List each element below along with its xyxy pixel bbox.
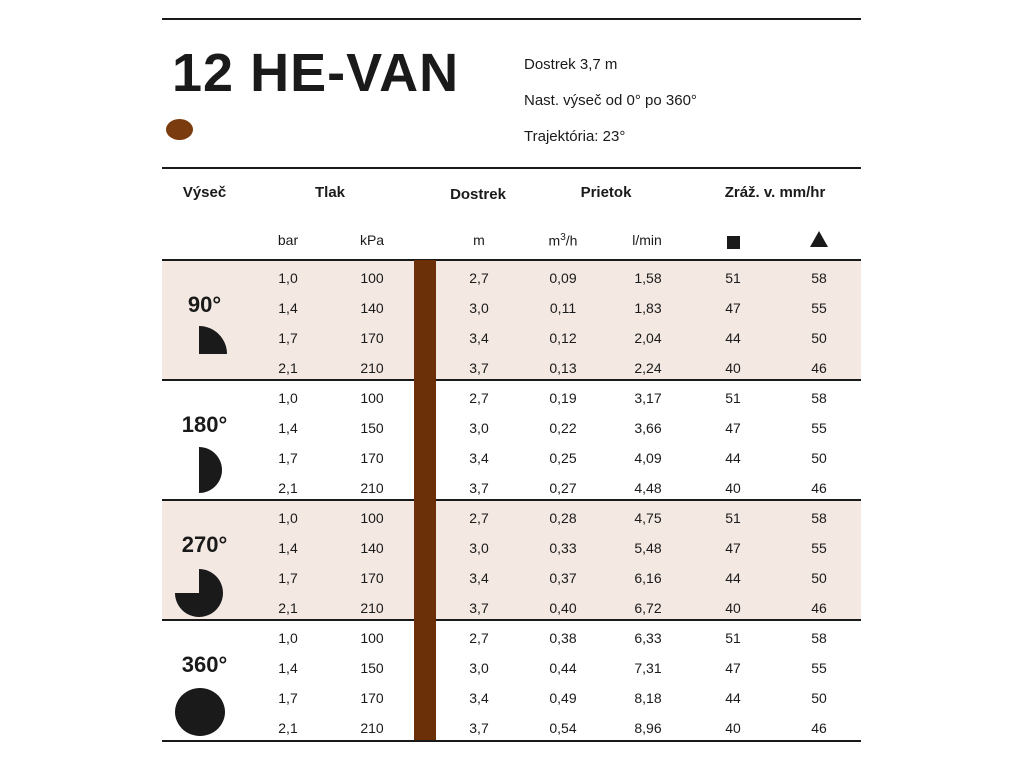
cell-precip-triangle: 46 [811,600,827,616]
cell-radius: 3,4 [469,570,489,586]
cell-precip-square: 44 [725,690,741,706]
cell-flow-lmin: 2,24 [634,360,662,376]
cell-radius: 2,7 [469,630,489,646]
cell-kpa: 170 [360,570,384,586]
cell-kpa: 140 [360,300,384,316]
cell-flow-m3h: 0,25 [549,450,577,466]
cell-radius: 3,7 [469,600,489,616]
cell-radius: 3,0 [469,660,489,676]
cell-precip-square: 51 [725,630,741,646]
cell-bar: 2,1 [278,720,298,736]
spec-arc: Nast. výseč od 0° po 360° [524,92,697,109]
header-radius: Dostrek [450,186,506,203]
group-separator [162,259,861,261]
cell-kpa: 210 [360,360,384,376]
cell-bar: 2,1 [278,360,298,376]
cell-flow-lmin: 7,31 [634,660,662,676]
sector-angle-label: 270° [181,532,228,557]
cell-flow-lmin: 3,66 [634,420,662,436]
cell-precip-triangle: 55 [811,540,827,556]
cell-flow-lmin: 5,48 [634,540,662,556]
sector-angle-label: 180° [181,412,228,437]
cell-flow-m3h: 0,12 [549,330,577,346]
quarter-sector-icon [199,326,227,359]
cell-flow-lmin: 8,96 [634,720,662,736]
cell-bar: 1,4 [278,540,298,556]
cell-kpa: 170 [360,690,384,706]
cell-radius: 2,7 [469,390,489,406]
unit-bar: bar [277,232,299,248]
cell-precip-triangle: 58 [811,510,827,526]
cell-bar: 1,7 [278,330,298,346]
cell-flow-m3h: 0,54 [549,720,577,736]
cell-radius: 3,4 [469,330,489,346]
cell-precip-square: 44 [725,330,741,346]
cell-radius: 2,7 [469,510,489,526]
unit-kpa: kPa [359,232,385,248]
cell-radius: 3,4 [469,450,489,466]
cell-flow-m3h: 0,13 [549,360,577,376]
cell-precip-triangle: 58 [811,630,827,646]
triangle-spacing-icon [810,231,828,247]
unit-m3h-base: m [548,232,561,249]
header-flow: Prietok [580,184,632,201]
cell-precip-square: 40 [725,720,741,736]
product-title: 12 HE-VAN [172,43,460,103]
cell-flow-lmin: 2,04 [634,330,662,346]
top-rule [162,18,861,20]
cell-precip-triangle: 55 [811,420,827,436]
group-separator [162,619,861,621]
cell-bar: 1,7 [278,690,298,706]
cell-precip-triangle: 50 [811,570,827,586]
unit-lmin: l/min [632,232,662,248]
spec-trajectory: Trajektória: 23° [524,128,626,145]
cell-flow-lmin: 6,33 [634,630,662,646]
cell-flow-lmin: 4,09 [634,450,662,466]
cell-bar: 1,0 [278,510,298,526]
cell-kpa: 100 [360,630,384,646]
unit-m3h-sup: 3 [560,232,566,243]
cell-radius: 3,7 [469,360,489,376]
half-sector-icon [199,447,225,498]
cell-radius: 3,7 [469,720,489,736]
cell-flow-m3h: 0,09 [549,270,577,286]
sector-angle-label: 360° [181,652,228,677]
cell-radius: 2,7 [469,270,489,286]
group-separator [162,499,861,501]
cell-flow-lmin: 6,72 [634,600,662,616]
cell-flow-lmin: 8,18 [634,690,662,706]
cell-bar: 1,4 [278,420,298,436]
cell-flow-lmin: 4,75 [634,510,662,526]
header-sector: Výseč [182,184,227,201]
cell-precip-square: 51 [725,390,741,406]
group-separator [162,379,861,381]
cell-bar: 1,4 [278,300,298,316]
cell-precip-triangle: 46 [811,480,827,496]
cell-kpa: 150 [360,660,384,676]
cell-precip-triangle: 58 [811,390,827,406]
cell-flow-m3h: 0,38 [549,630,577,646]
nozzle-color-dot [166,119,193,140]
cell-precip-square: 47 [725,540,741,556]
cell-radius: 3,4 [469,690,489,706]
cell-radius: 3,0 [469,540,489,556]
cell-flow-m3h: 0,19 [549,390,577,406]
cell-radius: 3,0 [469,420,489,436]
cell-precip-triangle: 55 [811,300,827,316]
cell-kpa: 100 [360,510,384,526]
header-precip: Zráž. v. mm/hr [724,184,826,201]
cell-kpa: 150 [360,420,384,436]
cell-precip-triangle: 55 [811,660,827,676]
cell-bar: 1,4 [278,660,298,676]
cell-kpa: 210 [360,480,384,496]
cell-flow-m3h: 0,11 [549,300,577,316]
cell-flow-m3h: 0,40 [549,600,577,616]
cell-flow-lmin: 3,17 [634,390,662,406]
full-sector-icon [175,688,225,741]
cell-flow-lmin: 1,83 [634,300,662,316]
cell-flow-m3h: 0,37 [549,570,577,586]
cell-precip-triangle: 50 [811,690,827,706]
cell-radius: 3,0 [469,300,489,316]
unit-m: m [473,232,485,248]
cell-kpa: 100 [360,390,384,406]
spec-radius: Dostrek 3,7 m [524,56,618,73]
cell-precip-triangle: 46 [811,360,827,376]
cell-precip-square: 40 [725,480,741,496]
cell-precip-square: 44 [725,450,741,466]
header-pressure: Tlak [314,184,345,201]
cell-bar: 1,0 [278,390,298,406]
cell-bar: 1,0 [278,630,298,646]
square-spacing-icon [727,236,740,249]
cell-precip-square: 44 [725,570,741,586]
cell-kpa: 170 [360,450,384,466]
cell-precip-square: 51 [725,270,741,286]
sector-angle-label: 90° [187,292,222,317]
cell-bar: 1,0 [278,270,298,286]
cell-bar: 2,1 [278,480,298,496]
cell-flow-m3h: 0,22 [549,420,577,436]
cell-bar: 1,7 [278,570,298,586]
cell-precip-triangle: 50 [811,450,827,466]
cell-bar: 1,7 [278,450,298,466]
cell-kpa: 210 [360,600,384,616]
header-rule [162,167,861,169]
cell-kpa: 100 [360,270,384,286]
cell-radius: 3,7 [469,480,489,496]
cell-flow-lmin: 1,58 [634,270,662,286]
cell-precip-triangle: 50 [811,330,827,346]
cell-flow-m3h: 0,28 [549,510,577,526]
cell-precip-square: 47 [725,660,741,676]
cell-precip-square: 47 [725,420,741,436]
cell-bar: 2,1 [278,600,298,616]
nozzle-color-bar [414,260,436,740]
cell-flow-m3h: 0,33 [549,540,577,556]
cell-flow-m3h: 0,44 [549,660,577,676]
cell-precip-square: 40 [725,600,741,616]
bottom-rule [162,740,861,742]
unit-m3h-tail: /h [565,232,578,249]
cell-flow-m3h: 0,27 [549,480,577,496]
cell-flow-m3h: 0,49 [549,690,577,706]
cell-kpa: 210 [360,720,384,736]
cell-precip-triangle: 46 [811,720,827,736]
cell-precip-square: 40 [725,360,741,376]
cell-precip-square: 47 [725,300,741,316]
cell-kpa: 140 [360,540,384,556]
cell-flow-lmin: 6,16 [634,570,662,586]
cell-precip-triangle: 58 [811,270,827,286]
cell-precip-square: 51 [725,510,741,526]
three-quarter-sector-icon [175,569,225,622]
cell-kpa: 170 [360,330,384,346]
unit-m3h [528,232,598,249]
cell-flow-lmin: 4,48 [634,480,662,496]
